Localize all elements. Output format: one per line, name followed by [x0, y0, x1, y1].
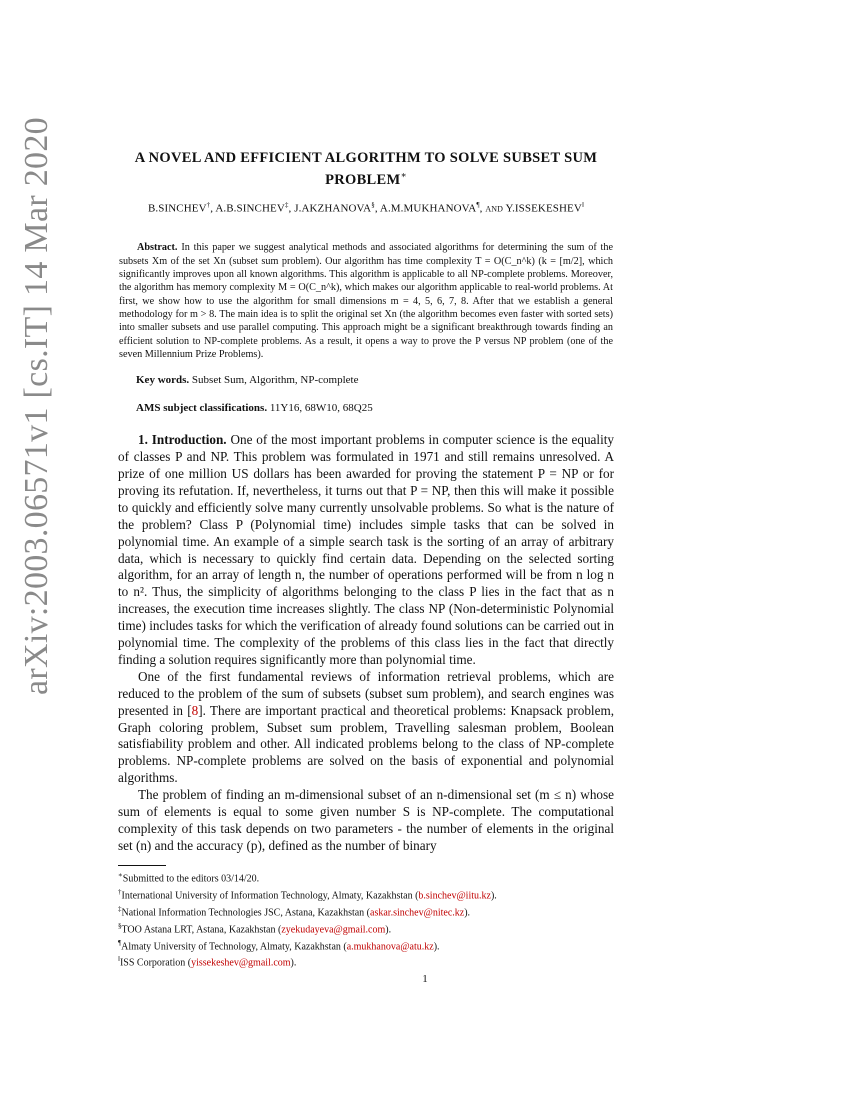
keywords-text: Subset Sum, Algorithm, NP-complete: [191, 374, 359, 387]
intro-paragraph-1: 1. Introduction. One of the most important problems in computer science is the equality of classes P and NP. This problem was formulated in 1971 and still remains unresolved. A prize of one million US dollars has been awarded for proving the statement P = NP or for proving its refutation. If, nevertheless, it turns out that P = NP, then this will make it possible to quickly and efficiently solve many currently unsolvable problems. So what is the nature of the problem? Class P (Polynomial time) includes simple tasks that can be solved in polynomial time. An example of a simple search task is the sorting of an array of arbitrary data, which is necessary to quickly find certain data. Depending on the selected sorting algorithm, for an array of length n, the number of operations performed will be from n log n to n². Thus, the simplicity of algorithms belonging to the class P lies in the fact that as n increases, the execution time increases slightly. The class NP (Non-deterministic Polynomial time) includes tasks for which the verification of already found solutions can be carried out in polynomial time. The complexity of the problems of this class lies in the fact that directly finding a solution requires significantly more than polynomial time.: [118, 432, 614, 667]
page-number: 1: [422, 973, 428, 985]
footnote: ∗Submitted to the editors 03/14/20.: [118, 870, 260, 885]
title-footnote-mark: ∗: [400, 170, 407, 180]
ams-text: 11Y16, 68W10, 68Q25: [269, 402, 373, 415]
email-link[interactable]: zyekudayeva@gmail.com: [281, 923, 386, 935]
footnote: ¶Almaty University of Technology, Almaty, Kazakhstan (a.mukhanova@atu.kz).: [118, 938, 440, 952]
abstract: [118, 241, 614, 361]
email-link[interactable]: a.mukhanova@atu.kz: [346, 940, 434, 952]
keywords: [136, 374, 614, 386]
introduction-section: [118, 432, 614, 855]
author-list: B.SINCHEV†, A.B.SINCHEV‡, J.AKZHANOVA§, A.M.MUKHANOVA¶, and Y.ISSEKESHEV‖: [147, 200, 584, 215]
footnote: ‖ISS Corporation (yissekeshev@gmail.com).: [118, 955, 297, 969]
intro-paragraph-2: One of the first fundamental reviews of information retrieval problems, which are reduced to the problem of the sum of subsets (subset sum problem), and search engines was presented in [8]. There are important practical and theoretical problems: Knapsack problem, Graph coloring problem, Subset sum problem, Travelling salesman problem, Boolean satisfiability problem and other. All indicated problems belong to the class of NP-complete problems. NP-complete problems are solved on the basis of exponential and polynomial algorithms.: [118, 668, 614, 786]
ams-classifications: [136, 402, 614, 414]
author-1: B.SINCHEV: [147, 202, 207, 215]
abstract-text: In this paper we suggest analytical methods and associated algorithms for determining the sum of the subsets Xm of the set Xn (subset sum problem). Our algorithm has time complexity T = O(C_n^k) (k = [m/2], which significantly improves upon all known algorithms. This algorithm is applicable to all NP-complete problems. Moreover, the algorithm has memory complexity M = O(C_n^k), which makes our algorithm applicable to real-world problems. At first, we show how to use the algorithm for small dimensions m = 4, 5, 6, 7, 8. After that we establish a general methodology for m > 8. The main idea is to split the original set Xn (the algorithm becomes even faster with sorted sets) into smaller subsets and use parallel computing. This approach might be a significant breakthrough towards finding an efficient solution to NP-complete problems. As a result, it opens a way to prove the P versus NP problem (one of the seven Millennium Prize Problems).: [119, 242, 614, 360]
footnote: ‡National Information Technologies JSC, Astana, Kazakhstan (askar.sinchev@nitec.kz).: [118, 904, 471, 918]
footnote: §TOO Astana LRT, Astana, Kazakhstan (zyekudayeva@gmail.com).: [118, 921, 392, 935]
intro-paragraph-3: The problem of finding an m-dimensional subset of an n-dimensional set (m ≤ n) whose sum of elements is equal to some given number S is NP-complete. The computational complexity of this task depends on two parameters - the number of elements in the original set (n) and the accuracy (p), defined as the number of binary: [118, 787, 614, 853]
author-2: A.B.SINCHEV: [215, 202, 285, 215]
arxiv-identifier-stamp: arXiv:2003.06571v1 [cs.IT] 14 Mar 2020: [18, 117, 55, 695]
email-link[interactable]: b.sinchev@iitu.kz: [418, 890, 491, 902]
citation-link[interactable]: 8: [191, 702, 199, 718]
author-5: Y.ISSEKESHEV: [505, 202, 582, 215]
author-4: A.M.MUKHANOVA: [379, 202, 477, 215]
footnote: †International University of Information Technology, Almaty, Kazakhstan (b.sinchev@iitu.kz).: [118, 887, 497, 902]
footnote-rule: [118, 865, 166, 866]
authors-and: and: [485, 202, 503, 215]
paper-title: A NOVEL AND EFFICIENT ALGORITHM TO SOLVE SUBSET SUM PROBLEM∗: [134, 150, 598, 188]
section-heading: 1. Introduction.: [138, 432, 227, 448]
abstract-label: Abstract.: [137, 242, 178, 254]
email-link[interactable]: yissekeshev@gmail.com: [191, 957, 291, 969]
keywords-label: Key words.: [136, 374, 190, 387]
email-link[interactable]: askar.sinchev@nitec.kz: [370, 906, 465, 918]
ams-label: AMS subject classifications.: [136, 402, 268, 415]
footnotes: [118, 869, 614, 971]
author-3: J.AKZHANOVA: [294, 202, 372, 215]
paper-page: [118, 150, 614, 970]
